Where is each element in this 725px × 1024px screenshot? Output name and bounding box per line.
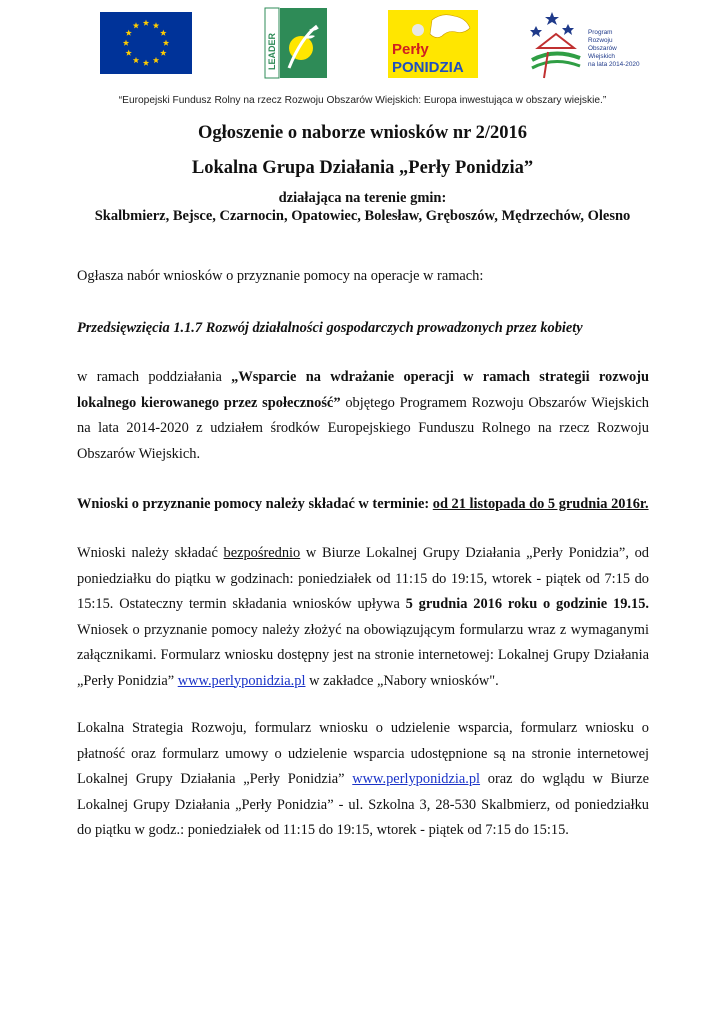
perly-logo-text-2: PONIDZIA <box>392 59 464 76</box>
submission-text-c: w Biurze Lokalnej Grupy Działania „Perły Ponidzia”, od poniedziałku do piątku w godzinach: poniedziałek od 11:15 do 19:15, wtorek - piątek od 7:15 do 15:15. Ostateczny termin składania wniosków upływa <box>77 545 649 612</box>
submission-text-e: Wniosek o przyznanie pomocy należy złożyć na obowiązującym formularzu wraz z wymaganymi załącznikami. Formularz wniosku dostępny jest na stronie internetowej: Lokalnej Grupy Działania „Perły Ponidzia” <box>77 621 649 689</box>
prow-logo-text-4: Wiejskich <box>588 53 615 60</box>
prow-logo-text-2: Rozwoju <box>588 37 613 44</box>
measure-paragraph <box>77 365 649 467</box>
prow-logo-text-5: na lata 2014-2020 <box>588 61 640 68</box>
submission-text-a: Wnioski należy składać <box>77 545 224 561</box>
perly-ponidzia-logo <box>388 10 478 78</box>
document-title: Ogłoszenie o naborze wniosków nr 2/2016 <box>197 123 528 143</box>
submission-text-f: w zakładce „Nabory wniosków". <box>305 672 499 689</box>
leader-logo <box>265 8 327 78</box>
area-list: Skalbmierz, Bejsce, Czarnocin, Opatowiec, Bolesław, Gręboszów, Mędrzechów, Olesno <box>94 208 631 224</box>
eu-flag-logo <box>100 12 192 74</box>
documents-paragraph <box>77 716 649 844</box>
submission-method: bezpośrednio <box>223 545 301 561</box>
intro-paragraph: Ogłasza nabór wniosków o przyznanie pomocy na operacje w ramach: <box>77 268 484 284</box>
area-intro: działająca na terenie gmin: <box>278 190 447 206</box>
prow-logo <box>524 8 640 80</box>
documents-text-b: oraz do wglądu w Biurze Lokalnej Grupy Działania „Perły Ponidzia” - ul. Szkolna 3, 28-530 Skalbmierz, od poniedziałku do piątku w godz.: poniedziałek od 11:15 do 19:15, wtorek - piątek od 7:15 do 15:15. <box>77 771 649 838</box>
action-title: Przedsięwzięcia 1.1.7 Rozwój działalności gospodarczych prowadzonych przez kobiety <box>77 320 583 336</box>
deadline-text: 5 grudnia 2016 roku o godzinie 19.15. <box>405 596 649 612</box>
document-subtitle: Lokalna Grupa Działania „Perły Ponidzia” <box>191 158 534 178</box>
term-label: Wnioski o przyznanie pomocy należy składać w terminie: <box>77 496 433 512</box>
funding-motto: “Europejski Fundusz Rolny na rzecz Rozwoju Obszarów Wiejskich: Europa inwestująca w obszary wiejskie.” <box>118 95 607 106</box>
term-dates: od 21 listopada do 5 grudnia 2016r. <box>432 496 649 512</box>
submission-paragraph <box>77 541 649 694</box>
measure-name: „Wsparcie na wdrażanie operacji w ramach strategii rozwoju lokalnego kierowanego przez społeczność” <box>77 369 649 411</box>
website-link[interactable]: www.perlyponidzia.pl <box>177 672 306 689</box>
website-link-2[interactable]: www.perlyponidzia.pl <box>352 771 481 787</box>
measure-text-a: w ramach poddziałania <box>77 369 232 385</box>
leader-logo-text: LEADER <box>267 32 277 70</box>
documents-text-a: Lokalna Strategia Rozwoju, formularz wniosku o udzielenie wsparcia, formularz wniosku o płatność oraz formularz umowy o udzielenie wsparcia udostępnione są na stronie internetowej Lokalnej Grupy Działania „Perły Ponidzia” <box>77 720 649 787</box>
area-block <box>80 189 645 225</box>
perly-logo-text-1: Perły <box>392 41 429 58</box>
prow-logo-text-1: Program <box>588 29 613 36</box>
prow-logo-text-3: Obszarów <box>588 45 617 52</box>
logo-bar <box>0 8 725 82</box>
term-paragraph <box>77 492 649 518</box>
measure-text-c: objętego Programem Rozwoju Obszarów Wiejskich na lata 2014-2020 z udziałem środków Europejskiego Funduszu Rolnego na rzecz Rozwoju Obszarów Wiejskich. <box>77 394 649 462</box>
